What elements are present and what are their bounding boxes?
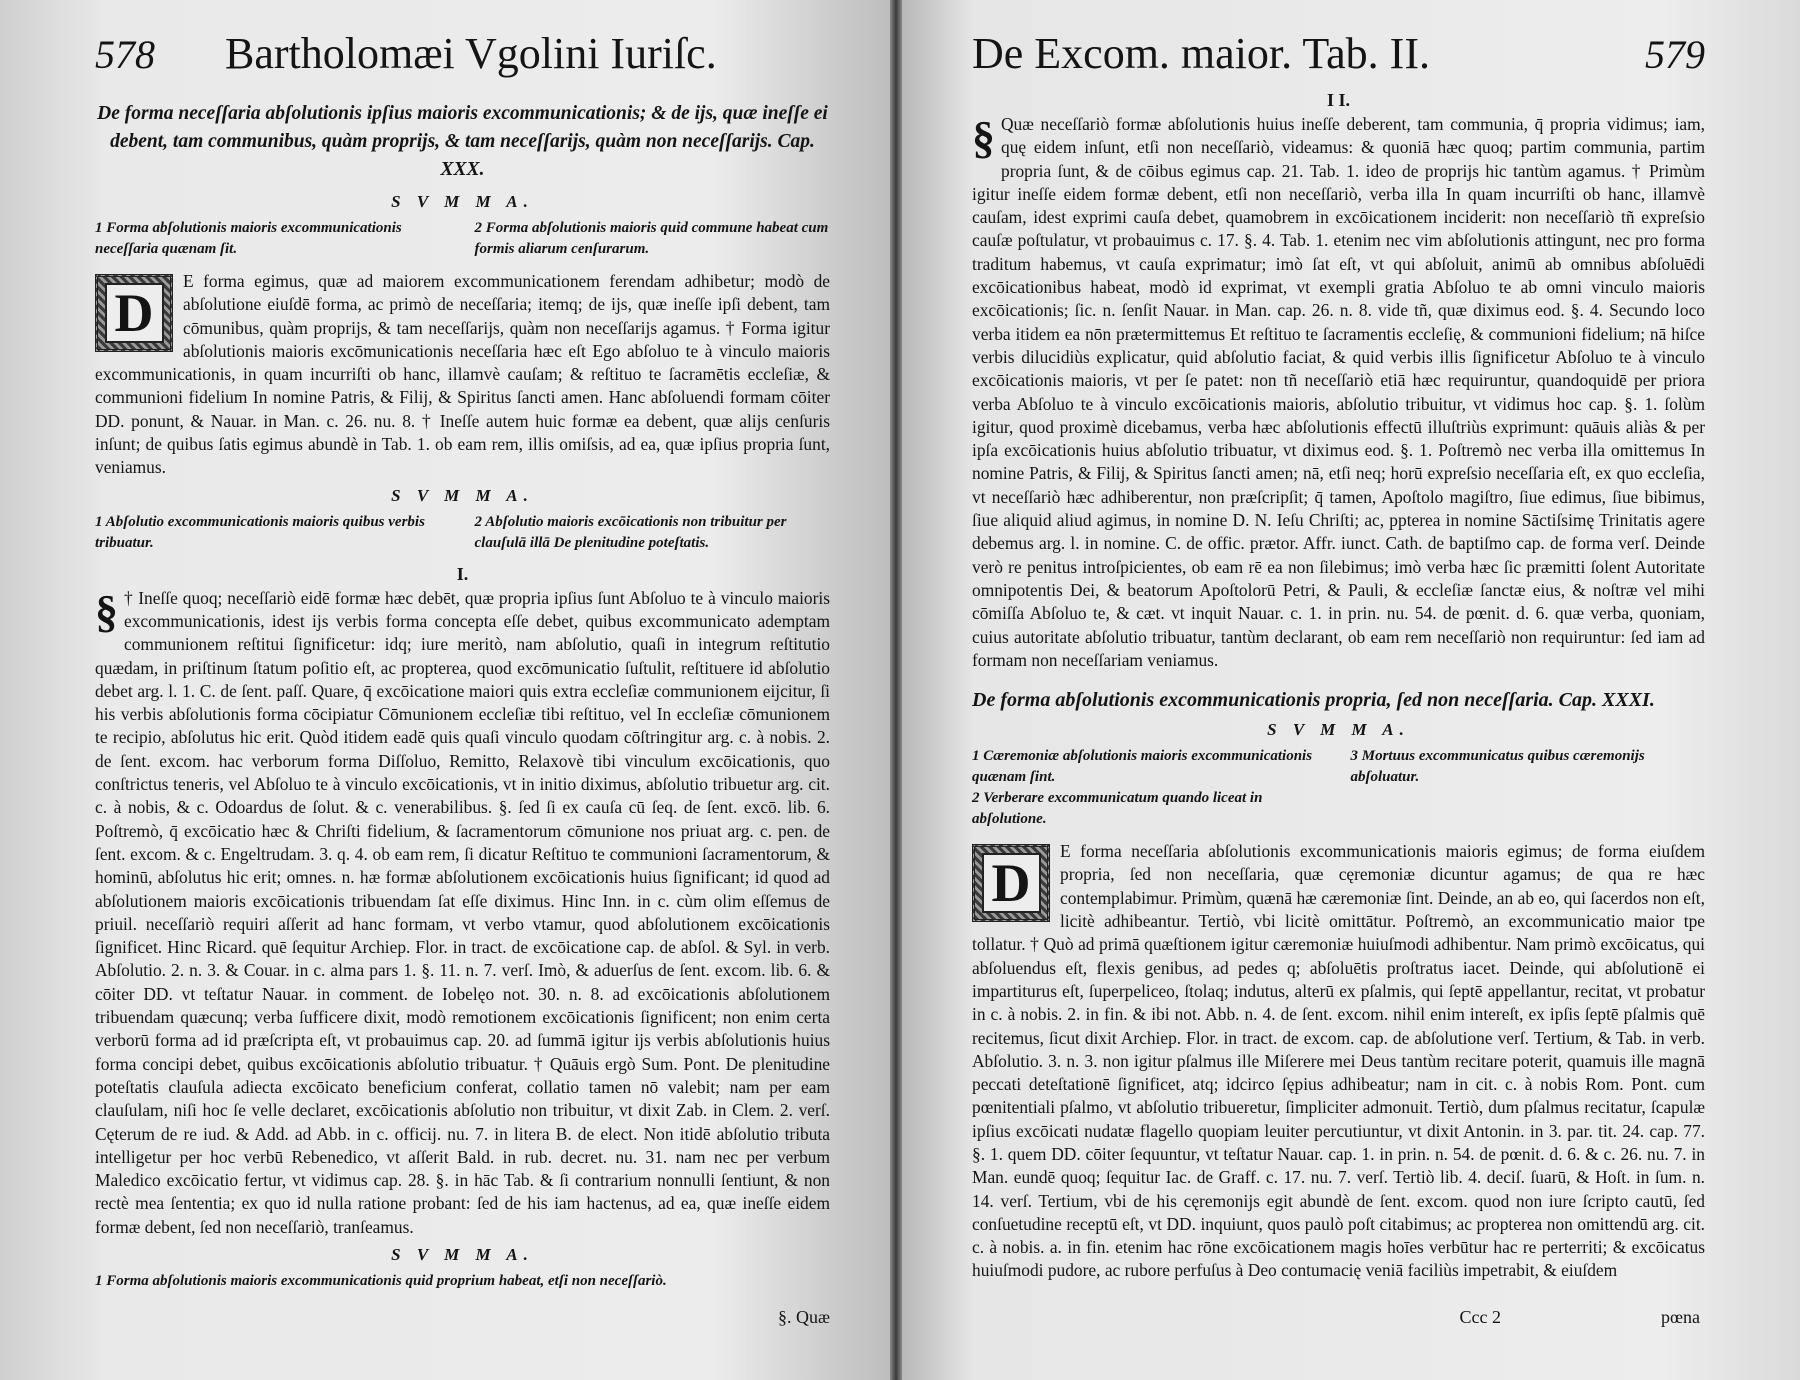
left-summa-label: S V M M A.: [391, 192, 534, 211]
left-running-head: [95, 28, 830, 88]
left-footer: [778, 1307, 830, 1328]
summa-item: 1 Abſolutio excommunicationis maioris quibus verbis tribuatur.: [95, 513, 425, 551]
right-paragraph-2: [972, 840, 1705, 1283]
summa-item: 1 Forma abſolutionis maioris excommunicationis neceſſaria quænam ſit.: [95, 220, 402, 257]
summa-item: 1 Forma abſolutionis maioris excommunicationis quid proprium habeat, etſi non neceſſariò.: [95, 1272, 667, 1289]
summa-item: 1 Cæremoniæ abſolutionis maioris excommunicationis quænam ſint.: [972, 748, 1313, 786]
summa-item: 3 Mortuus excommunicatus quibus cæremonijs abſoluatur.: [1350, 748, 1645, 786]
left-chapter-title: De forma neceſſaria abſolutionis ipſius maioris excommunicationis; & de ijs, quæ ineſſe ei debent, tam communibus, quàm proprijs, & tam neceſſarijs, quàm non neceſſarijs. Cap. XXX.: [97, 103, 828, 180]
right-paragraph-1: [972, 113, 1705, 672]
paragraph-text: † Ineſſe quoq; neceſſariò eidē formæ hæc debēt, quæ propria ipſius ſunt Abſoluo te à vinculo maioris excommunicationis, idest ijs verbis forma concepta eſſe debet, quibus excommunicato ademptam communionem reſtitui ſignificetur: idq; iure meritò, nam abſolutio, quaſi in integrum reſtitutio quædam, in priſtinum ſtatum poſitio eſt, ac propterea, quod excōmunicatio ſuſtulit, reſtituere id abſolutio debet arg. l. 1. C. de ſent. paſſ. Quare, q̄ excōicatione maiori quis extra eccleſiæ communionem eijcitur, ſi his verbis abſolutionis forma cōcipiatur Cōmunionem eccleſiæ tibi reſtituo, vel In eccleſiæ cōmunionem te recipio, abſolutus hic erit. Quòd itidem eadē quis quaſi vinculo quodam cōſtringitur arg. c. à nobis. 2. de ſent. excom. hac verborum forma Diſſoluo, Remitto, Relaxovè tibi vinculum excōicationis, quo conſtrictus teneris, vel Abſoluo te à vinculo excōicationis, vt in initio diximus, abſolutio tribuetur arg. cit. c. à nobis, & c. Odoardus de ſolut. & c. venerabilibus. §. ſed ſi ex cauſa cū ſeq. de ſent. excō. lib. 6. Poſtremò, q̄ excōicatio hæc & Chriſti fidelium, & ſacramentorum cōmunione nos priuat arg. c. pen. de ſent. excom. & c. Engeltrudam. 3. q. 4. ob eam rem, ſi dicatur Reſtituo te communioni ſacramentorum, & hominū, abſolutus hic erit; omnes. n. hæ formæ abſolutionem excōicationis huius ſignificant; id quod ad abſolutionem maioris excōicationis tribuendam ſat eſſe diximus. Hinc Inn. in c. cùm olim eſſemus de priuil. neceſſariò requiri aſſerit ad hanc formam, vt verbo vtamur, quod abſolutionem excōicationis ſignificet. Hinc Ricard. quē ſequitur Archiep. Flor. in tract. de excōicatione cap. de abſol. & Syl. in verb. Abſolutio. 2. n. 3. & Couar. in c. alma pars 1. §. 11. n. 7. verſ. Imò, & aduerſus de ſent. excom. lib. 6. & cōiter DD. vt teſtatur Nauar. in comment. de Iobelęo not. 30. n. 8. ad excōicationis abſolutionem tribuendam quæcunq; verba ſufficere dixit, modò remotionem excōicationis ſignificent; non enim certa verborū forma ad id præſcripta eſt, vt probauimus cap. 20. ad ſummā igitur ijs verbis abſolutionis huius forma concipi debet, quibus excōicationis abſolutio tribuatur. † Quāuis ergò Sum. Pont. De plenitudine poteſtatis clauſula adiecta excōicato beneficium conferat, collatio tamen nō valebit; nam per eam clauſulam, niſi hoc ſe velle declaret, excōicationis abſolutio non tribuitur, vt dixit Zab. in Clem. 2. verſ. Cęterum de re iud. & Add. ad Abb. in c. officij. nu. 7. in litera B. de elect. Non itidē abſolutio tributa intelligetur per hoc verbū Rebenedico, vt aſſerit Bald. in rub. decret. nu. 31. nam nec per verbum Maledico excōicatio fertur, vt vidimus cap. 28. §. in hāc Tab. & ſi contrarium nonnulli ſentiunt, & non rectè mea ſententia; ex quo id nulla ratione probant: ſed de his iam hactenus, ad ea, quæ ineſſe eidem formæ debent, ſed non neceſſariò, tranſeamus.: [95, 587, 830, 1237]
paragraph-text: E forma egimus, quæ ad maiorem excommunicationem ferendam adhibetur; modò de abſolutione eiuſdē forma, ac primò de neceſſaria; itemq; de ijs, quæ ineſſe ipſi debent, tam cōmunibus, quàm proprijs, & tam neceſſarijs, quàm non neceſſarijs agamus. † Forma igitur abſolutionis maioris excōmunicationis neceſſaria hæc eſt Ego abſoluo te à vinculo maioris excommunicationis, in quam incurriſti ob hanc, illamvè cauſam; & reſtituo te ſacramētis eccleſiæ, & communioni fidelium In nomine Patris, & Filij, & Spiritus ſancti amen. Hanc abſoluendi formam cōiter DD. ponunt, & Nauar. in Man. c. 26. nu. 8. † Ineſſe autem huic formæ ea debent, quæ alijs cenſuris inſunt; de quibus ſatis egimus abundè in Tab. 1. ob eam rem, illis omiſsis, ad ea, quæ ipſius propria ſunt, veniamus.: [95, 271, 830, 478]
decorated-initial: D: [95, 274, 173, 352]
right-running-head: [972, 28, 1705, 88]
summa-item: 2 Abſolutio maioris excōicationis non tribuitur per clauſulā illā De plenitudine poteſtatis.: [474, 513, 787, 551]
right-page: [902, 0, 1800, 1380]
left-paragraph-1: [95, 270, 830, 480]
left-summa-label-2: S V M M A.: [391, 485, 534, 505]
left-paragraph-2: [95, 587, 830, 1239]
summa-item: 2 Forma abſolutionis maioris quid commune habeat cum formis aliarum cenſurarum.: [474, 220, 829, 257]
decorated-initial: D: [972, 844, 1050, 922]
right-summa-1: [972, 746, 1705, 830]
right-section-number: I I.: [1326, 90, 1350, 110]
left-running-title: Bartholomæi Vgolini Iuriſc.: [225, 29, 717, 78]
left-section-number: I.: [456, 563, 469, 584]
right-page-number: 579: [1645, 32, 1705, 77]
left-page: [0, 0, 890, 1380]
right-summa-label: S V M M A.: [1267, 720, 1410, 740]
section-mark: §: [972, 112, 995, 163]
summa-item: 2 Verberare excommunicatum quando liceat in abſolutione.: [972, 790, 1263, 828]
left-summa-1: [95, 218, 830, 260]
right-running-title: De Excom. maior. Tab. II.: [972, 29, 1430, 78]
paragraph-text: E forma neceſſaria abſolutionis excommunicationis maioris egimus; de forma eiuſdem propria, ſed non neceſſaria, quæ cęremoniæ dicuntur agamus; de qua re hæc contemplabimur. Primùm, quænā hæ cæremoniæ ſint. Deinde, an ab eo, qui ſacerdos non eſt, licitè adhibeantur. Tertiò, vbi licitè omittātur. Poſtremò, an excommunicatio maior tpe tollatur. † Quò ad primā quæſtionem igitur cæremoniæ huiuſmodi adhibentur. Nam primò excōicatus, qui abſoluendus eſt, flexis genibus, ad pedes q; abſoluētis proſtratus iacet. Deinde, qui abſolutionē ei impartiturus eſt, ſuperpeliceo, ſtolaq; indutus, alterū ex pſalmis, qui ſeptē appellantur, recitat, vt probatur in c. à nobis. 2. in fin. & ibi not. Abb. n. 4. de ſent. excom. nihil enim intereſt, ex ipſis ſeptē pſalmis quē recitemus, ſicut dixit Archiep. Flor. in tract. de excom. cap. de abſolutione verſ. Tertium, & Tab. in verb. Abſolutio. 3. n. 3. non igitur pſalmus ille Miſerere mei Deus tantùm recitare poterit, quamuis ille magnā peccati deteſtationē ſignificet, atq; idcirco ſępius adhibeatur; nam in cit. c. à nobis Rom. Pont. cum pœnitentiali pſalmo, vt abſolutio tribueretur, ſimpliciter admonuit. Tertiò, dum pſalmus recitatur, ſcapulæ ipſius excōicati nudatæ flagello quopiam leuiter percutiuntur, vt dixit Antonin. in 3. par. tit. 24. cap. 77. §. 1. quem DD. cōiter ſequuntur, vt teſtatur Nauar. cap. 1. in prin. n. 54. de pœnit. d. 6. & c. 26. nu. 7. in Man. eundē quoq; ſequitur Iac. de Graff. c. 17. nu. 7. verſ. Tertiò lib. 4. deciſ. ſuarū, & Hoſt. in ſum. n. 14. verſ. Tertium, vbi de his cęremonijs egit abundè de ſent. excom. quod non iure ſcripto cautū, ſed conſuetudine receptū eſt, vt DD. inquiunt, quos paulò poſt citabimus; ac propterea non omittendū arg. cit. c. à nobis. a. in fin. etenim hac rōne excōicationem magis hoīes verbūtur hac re perterriti; & excōicatus huiuſmodi pudore, ac rubore perfuſus à Deo contumacię veniā faciliùs impetrabit, & eiuſdem: [972, 841, 1705, 1281]
book-gutter: [890, 0, 902, 1380]
left-summa-2: [95, 512, 830, 554]
right-footer: [1460, 1307, 1700, 1328]
section-mark: §: [95, 585, 118, 637]
signature-mark: Ccc 2: [1459, 1307, 1501, 1327]
catchword: pœna: [1661, 1307, 1700, 1327]
left-summa-label-3: S V M M A.: [391, 1244, 534, 1264]
catchword: §. Quæ: [777, 1307, 830, 1327]
paragraph-text: Quæ neceſſariò formæ abſolutionis huius ineſſe deberent, tam communia, q̄ propria vidimus; iam, quę eidem inſunt, etſi non neceſſariò, videamus: & quoniā hæc quoq; partim communia, partim propria ſunt, & de cōibus egimus cap. 21. Tab. 1. ideo de proprijs hic tantùm agamus. † Primùm igitur ineſſe eidem formæ debent, etſi non neceſſariò, verba illa In quam incurriſti ob hanc, illamvè cauſam, idest exprimi cauſa debet, quamobrem in excōicationem inciderit: non neceſſariò tñ expreſsio cauſæ poſtulatur, vt probauimus c. 17. §. 4. Tab. 1. etenim nec vim abſolutionis attingunt, nec pro forma traditum habemus, vt cauſa exprimatur; imò ſat eſt, vt qui abſoluit, animū ab omnibus abſoluēdi excōicationibus habeat, modò id exprimat, vt exempli gratia Abſoluo te ab omni vinculo maioris excōicationis; ſic. n. ſenſit Nauar. in Man. cap. 26. n. 8. vide tñ, quæ diximus eod. §. 4. Secundo loco verba itidem ea nōn prætermittemus Et reſtituo te ſacramentis eccleſię, & communioni fidelium; nā hiſce verbis dilucidiùs explicatur, quid abſolutio faciat, & quid verbis illis ſignificetur Abſoluo te à vinculo excōicationis maioris, vt per ſe patet: non tñ neceſſariò etiā hæc requiruntur, quandoquidē per priora verba Abſoluo te à vinculo excōicationis maioris, abſolutio tribuitur, vt vidimus hoc cap. §. 1. ſolùm igitur, quod proximè dicebamus, verba hæc abſolutionis effectū illuſtriùs exprimunt: quāuis aliàs & per ipſa excōicationis huius abſolutio tribuatur, vt diximus eod. §. 1. Poſtremò nec verba illa omittemus In nomine Patris, & Filij, & Spiritus ſancti amen; nā, etſi neq; horū expreſsio neceſſaria eſt, ex quo eccleſia, vt neceſſariò hæc adhiberentur, non præſcripſit; q̄ tamen, Apoſtolo magiſtro, ſiue edimus, ſiue bibimus, ſiue aliquid aliud agimus, in nomine D. N. Ieſu Chriſti; ac, ppterea in nomine Sāctiſsimę Trinitatis agere debemus arg. l. in nomine. C. de offic. prætor. Affr. iunct. Cath. de baptiſmo cap. de forma verſ. Deinde verò re penitus introſpicientes, ob eam rē ea non ſilebimus; imò verba hæc ſic præmitti ſolent Autoritate omnipotentis Dei, & beatorum Apoſtolorū Petri, & Pauli, & eccleſiæ ſanctæ eius, & noſtræ vel mihi cōmiſſa Abſoluo te, & cæt. vt inquit Nauar. c. 1. in prin. nu. 54. de pœnit. d. 6. quæ verba, quoniam, cuius autoritate abſolutio tribuatur, tantùm declarant, ob eam rem neceſſariò non requiruntur: ſed iam ad formam non neceſſariam veniamus.: [972, 114, 1705, 670]
right-chapter-title: De forma abſolutionis excommunicationis propria, ſed non neceſſaria. Cap. XXXI.: [972, 689, 1655, 712]
left-summa-3: [95, 1271, 830, 1292]
left-page-number: 578: [95, 32, 155, 77]
